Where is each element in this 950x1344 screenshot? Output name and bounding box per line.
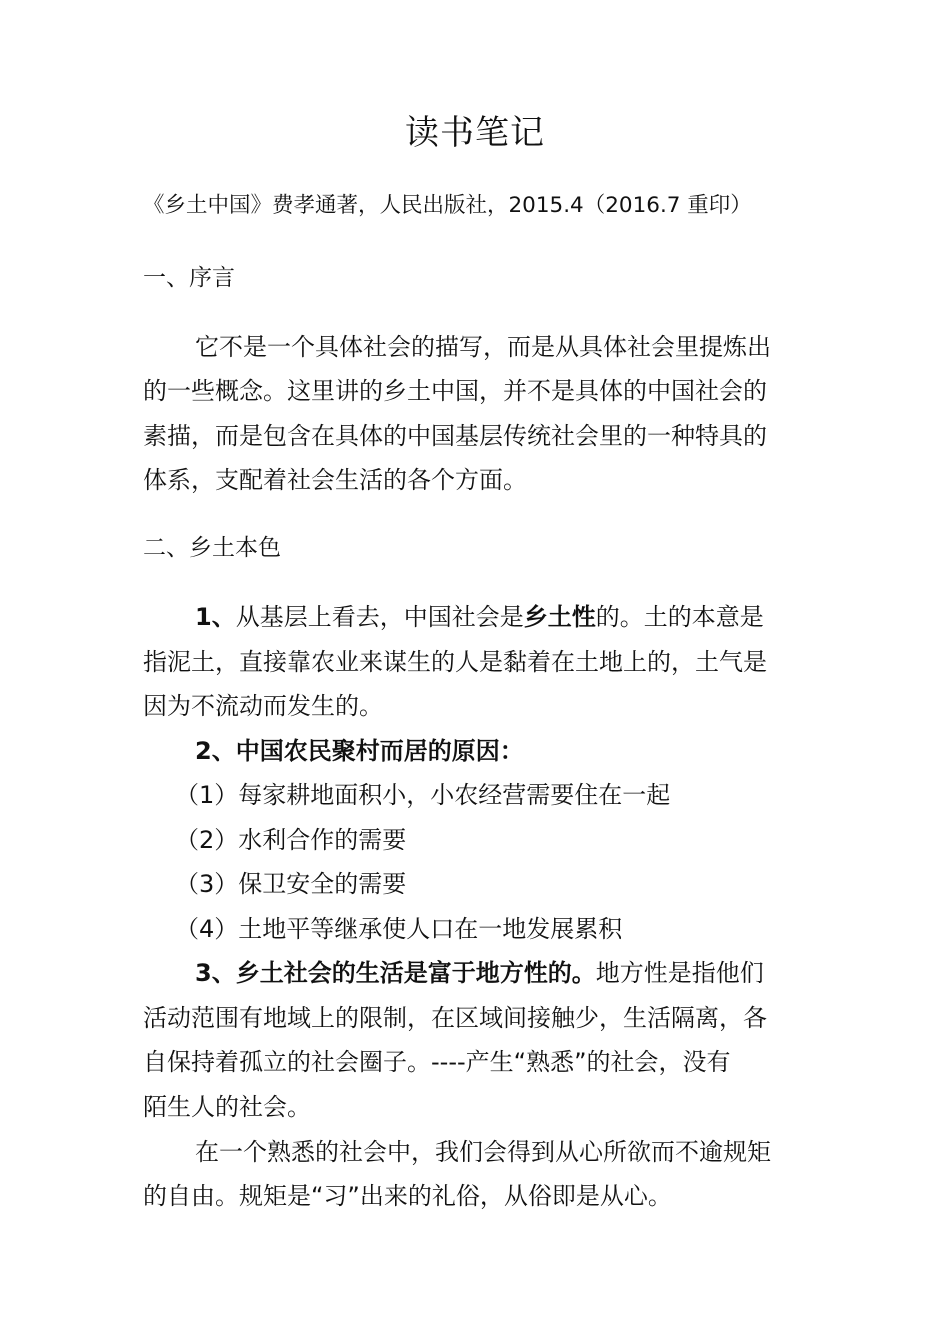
paragraph-line: 素描，而是包含在具体的中国基层传统社会里的一种特具的 [143, 422, 767, 450]
point-3-line [195, 956, 764, 990]
point-1-line [195, 600, 764, 634]
point-2-title [195, 734, 524, 768]
point-text: 的。土的本意是 [595, 603, 764, 631]
paragraph-line: 因为不流动而发生的。 [143, 692, 383, 720]
section-heading-preface: 一、序言 [143, 265, 235, 291]
paragraph-line: 活动范围有地域上的限制，在区域间接触少，生活隔离，各 [143, 1004, 767, 1032]
page-title: 读书笔记 [405, 113, 545, 153]
paragraph-line: 自保持着孤立的社会圈子。----产生“熟悉”的社会，没有 [143, 1048, 731, 1076]
point-text: 地方性是指他们 [595, 959, 764, 987]
point-emphasis: 2、中国农民聚村而居的原因： [195, 737, 524, 765]
paragraph-line: 陌生人的社会。 [143, 1093, 311, 1121]
paragraph-line: 在一个熟悉的社会中，我们会得到从心所欲而不逾规矩 [195, 1138, 771, 1166]
list-item: （4）土地平等继承使人口在一地发展累积 [175, 915, 623, 943]
point-number: 1、 [195, 603, 236, 631]
point-text: 从基层上看去，中国社会是 [235, 603, 524, 631]
paragraph-line: 的一些概念。这里讲的乡土中国，并不是具体的中国社会的 [143, 377, 767, 405]
paragraph-line: 它不是一个具体社会的描写，而是从具体社会里提炼出 [195, 333, 771, 361]
paragraph-line: 体系，支配着社会生活的各个方面。 [143, 466, 527, 494]
paragraph-line: 的自由。规矩是“习”出来的礼俗，从俗即是从心。 [143, 1182, 672, 1210]
section-heading-rural: 二、乡土本色 [143, 535, 281, 561]
list-item: （1）每家耕地面积小，小农经营需要住在一起 [175, 781, 671, 809]
list-item: （3）保卫安全的需要 [175, 870, 407, 898]
paragraph-line: 指泥土，直接靠农业来谋生的人是黏着在土地上的，土气是 [143, 648, 767, 676]
source-citation: 《乡土中国》费孝通著，人民出版社，2015.4（2016.7 重印） [143, 193, 752, 218]
point-emphasis: 乡土性 [523, 603, 596, 631]
point-emphasis: 3、乡土社会的生活是富于地方性的。 [195, 959, 596, 987]
list-item: （2）水利合作的需要 [175, 826, 407, 854]
